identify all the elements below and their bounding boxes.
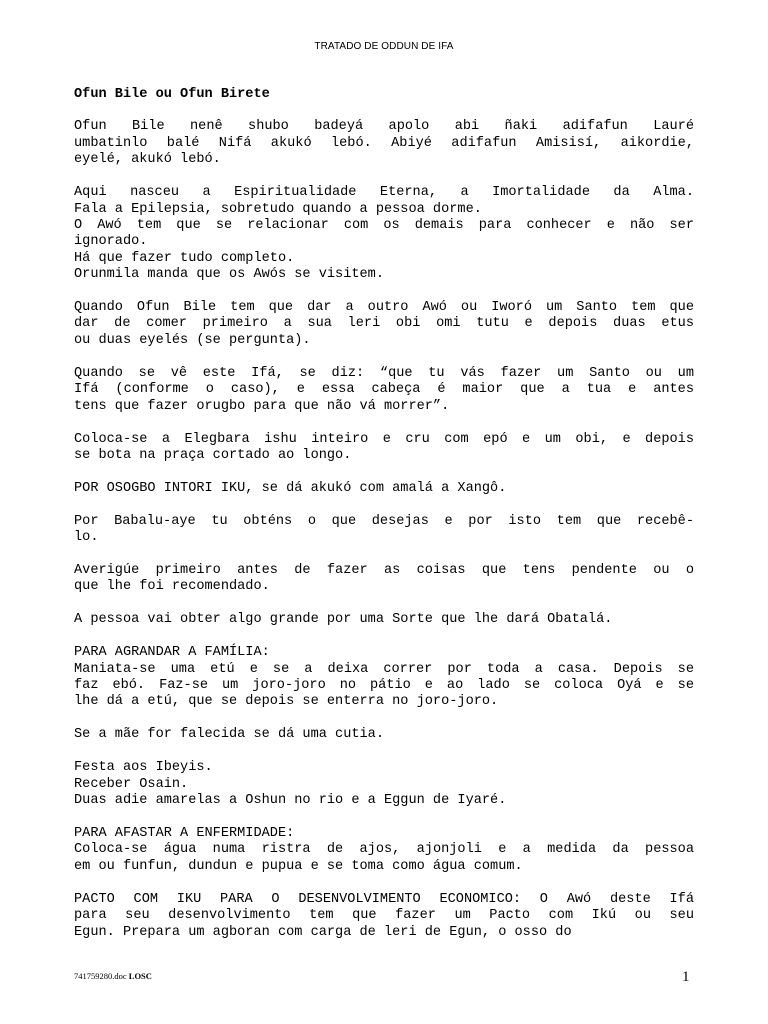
paragraph-line: Se a mãe for falecida se dá uma cutia.	[74, 727, 384, 743]
paragraph-line: PACTO COM IKU PARA O DESENVOLVIMENTO ECONOMICO: O Awó deste Ifá	[74, 891, 694, 907]
paragraph	[74, 481, 694, 497]
paragraph	[74, 760, 694, 809]
paragraph-line: Festa aos Ibeyis.	[74, 760, 213, 776]
paragraph-line: que lhe foi recomendado.	[74, 579, 270, 595]
paragraph-line: ou duas eyelés (se pergunta).	[74, 332, 311, 348]
paragraph-line: umbatinlo balé Nifá akukó lebó. Abiyé adifafun Amisisí, aikordie,	[74, 135, 694, 151]
paragraph-line: PARA AFASTAR A ENFERMIDADE:	[74, 826, 295, 841]
paragraph-line: em ou funfun, dundun e pupua e se toma como água comum.	[74, 858, 523, 874]
footer-filename	[74, 971, 152, 981]
paragraph-line: Maniata-se uma etú e se a deixa correr por toda a casa. Depois se	[74, 661, 694, 677]
paragraph-line: para seu desenvolvimento tem que fazer um Pacto com Ikú ou seu	[74, 908, 694, 924]
paragraph-line: lo.	[74, 530, 99, 546]
paragraph-line: Ifá (conforme o caso), e essa cabeça é maior que a tua e antes	[74, 382, 694, 398]
paragraph-line: Coloca-se água numa ristra de ajos, ajonjoli e a medida da pessoa	[74, 842, 694, 858]
paragraph-line: Quando Ofun Bile tem que dar a outro Awó ou Iworó um Santo tem que	[74, 300, 694, 316]
paragraph	[74, 892, 694, 941]
paragraph	[74, 119, 694, 168]
paragraph	[74, 645, 694, 711]
paragraph	[74, 185, 694, 283]
paragraph-line: Ofun Bile nenê shubo badeyá apolo abi ñaki adifafun Lauré	[74, 119, 694, 135]
paragraph-line: Duas adie amarelas a Oshun no rio e a Eggun de Iyaré.	[74, 793, 507, 809]
paragraph	[74, 612, 694, 628]
paragraph-line: Averigúe primeiro antes de fazer as coisas que tens pendente ou o	[74, 563, 694, 579]
paragraph-line: eyelé, akukó lebó.	[74, 152, 221, 168]
paragraph-line: ignorado.	[74, 234, 148, 250]
paragraph	[74, 366, 694, 415]
page-number: 1	[682, 969, 690, 985]
footer-author-code: LOSC	[128, 971, 152, 981]
paragraph-line: lhe dá a etú, que se depois se enterra no joro-joro.	[74, 694, 499, 710]
paragraph-line: Orunmila manda que os Awós se visitem.	[74, 267, 384, 283]
paragraph	[74, 563, 694, 596]
paragraph-line: Coloca-se a Elegbara ishu inteiro e cru com epó e um obi, e depois	[74, 431, 694, 447]
document-title: Ofun Bile ou Ofun Birete	[74, 87, 270, 102]
paragraph-line: Há que fazer tudo completo.	[74, 250, 295, 266]
paragraph-line: tens que fazer orugbo para que não vá morrer”.	[74, 398, 450, 414]
paragraph-line: dar de comer primeiro a sua leri obi omi tutu e depois duas etus	[74, 316, 694, 332]
paragraph	[74, 727, 694, 743]
paragraph-line: Egun. Prepara um agboran com carga de leri de Egun, o osso do	[74, 924, 572, 940]
paragraph-list	[74, 119, 694, 941]
paragraph-line: se bota na praça cortado ao longo.	[74, 447, 352, 463]
footer-filename-text: 741759280.doc	[74, 971, 127, 981]
paragraph-line: POR OSOGBO INTORI IKU, se dá akukó com amalá a Xangô.	[74, 480, 507, 496]
paragraph	[74, 300, 694, 349]
paragraph-line: O Awó tem que se relacionar com os demais para conhecer e não ser	[74, 217, 694, 233]
paragraph	[74, 514, 694, 547]
paragraph-line: PARA AGRANDAR A FAMÍLIA:	[74, 645, 270, 661]
paragraph	[74, 826, 694, 875]
paragraph	[74, 432, 694, 465]
paragraph-line: Aqui nasceu a Espiritualidade Eterna, a Imortalidade da Alma.	[74, 185, 694, 201]
paragraph-line: faz ebó. Faz-se um joro-joro no pátio e ao lado se coloca Oyá e se	[74, 678, 694, 694]
document-body	[74, 87, 694, 957]
paragraph-line: Por Babalu-aye tu obténs o que desejas e por isto tem que recebê-	[74, 513, 694, 529]
running-header: TRATADO DE ODDUN DE IFA	[314, 41, 454, 52]
paragraph-line: Fala a Epilepsia, sobretudo quando a pessoa dorme.	[74, 201, 482, 217]
paragraph-line: A pessoa vai obter algo grande por uma Sorte que lhe dará Obatalá.	[74, 612, 613, 628]
paragraph-line: Receber Osain.	[74, 776, 189, 792]
paragraph-line: Quando se vê este Ifá, se diz: “que tu vás fazer um Santo ou um	[74, 365, 694, 381]
